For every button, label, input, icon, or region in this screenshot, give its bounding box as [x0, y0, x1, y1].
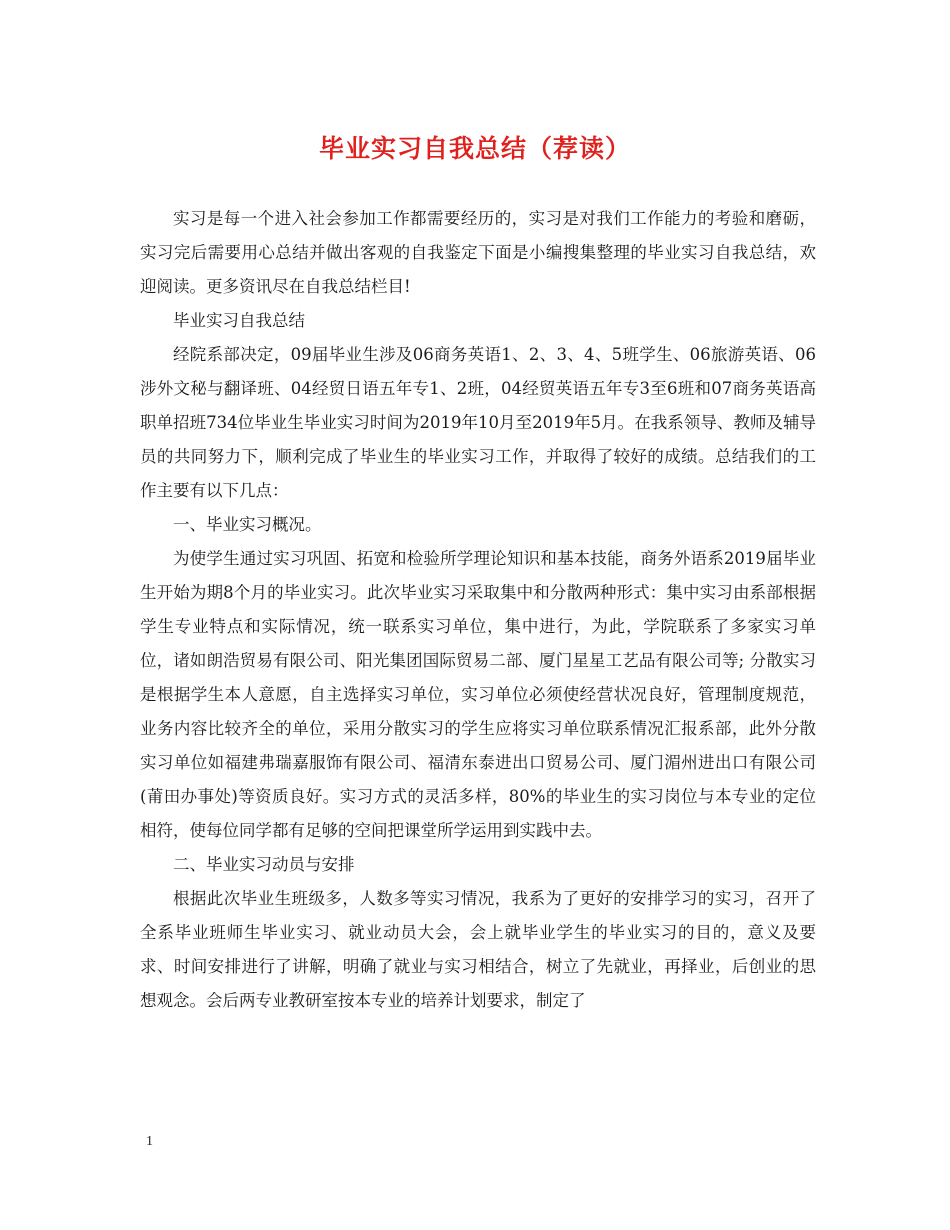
document-body: [140, 202, 816, 1018]
section-heading-mobilization: 二、毕业实习动员与安排: [173, 855, 355, 874]
paragraph-subtitle: 毕业实习自我总结: [173, 311, 305, 330]
paragraph-decision: 经院系部决定，09届毕业生涉及06商务英语1、2、3、4、5班学生、06旅游英语、06涉外文秘与翻译班、04经贸日语五年专1、2班，04经贸英语五年专3至6班和07商务英语高职单招班734位毕业生毕业实习时间为2019年10月至2019年5月。在我系领导、教师及辅导员的共同努力下，顺利完成了毕业生的毕业实习工作，并取得了较好的成绩。总结我们的工作主要有以下几点：: [140, 345, 816, 500]
paragraph-intro: 实习是每一个进入社会参加工作都需要经历的，实习是对我们工作能力的考验和磨砺，实习完后需要用心总结并做出客观的自我鉴定下面是小编搜集整理的毕业实习自我总结，欢迎阅读。更多资讯尽在自我总结栏目!: [140, 209, 816, 296]
document-title: 毕业实习自我总结（荐读）: [318, 134, 631, 163]
paragraph-overview: 为使学生通过实习巩固、拓宽和检验所学理论知识和基本技能，商务外语系2019届毕业生开始为期8个月的毕业实习。此次毕业实习采取集中和分散两种形式：集中实习由系部根据学生专业特点和实际情况，统一联系实习单位，集中进行，为此，学院联系了多家实习单位，诸如朗浩贸易有限公司、阳光集团国际贸易二部、厦门星星工艺品有限公司等; 分散实习是根据学生本人意愿，自主选择实习单位，实习单位必须使经营状况良好，管理制度规范，业务内容比较齐全的单位，采用分散实习的学生应将实习单位联系情况汇报系部，此外分散实习单位如福建弗瑞嘉服饰有限公司、福清东泰进出口贸易公司、厦门湄州进出口有限公司(莆田办事处)等资质良好。实习方式的灵活多样，80%的毕业生的实习岗位与本专业的定位相符，使每位同学都有足够的空间把课堂所学运用到实践中去。: [140, 549, 816, 840]
paragraph-mobilization: 根据此次毕业生班级多，人数多等实习情况，我系为了更好的安排学习的实习，召开了全系毕业班师生毕业实习、就业动员大会，会上就毕业学生的毕业实习的目的，意义及要求、时间安排进行了讲解，明确了就业与实习相结合，树立了先就业，再择业，后创业的思想观念。会后两专业教研室按本专业的培养计划要求，制定了: [140, 889, 816, 1010]
section-heading-overview: 一、毕业实习概况。: [173, 515, 322, 534]
page-number: 1: [146, 1134, 153, 1149]
